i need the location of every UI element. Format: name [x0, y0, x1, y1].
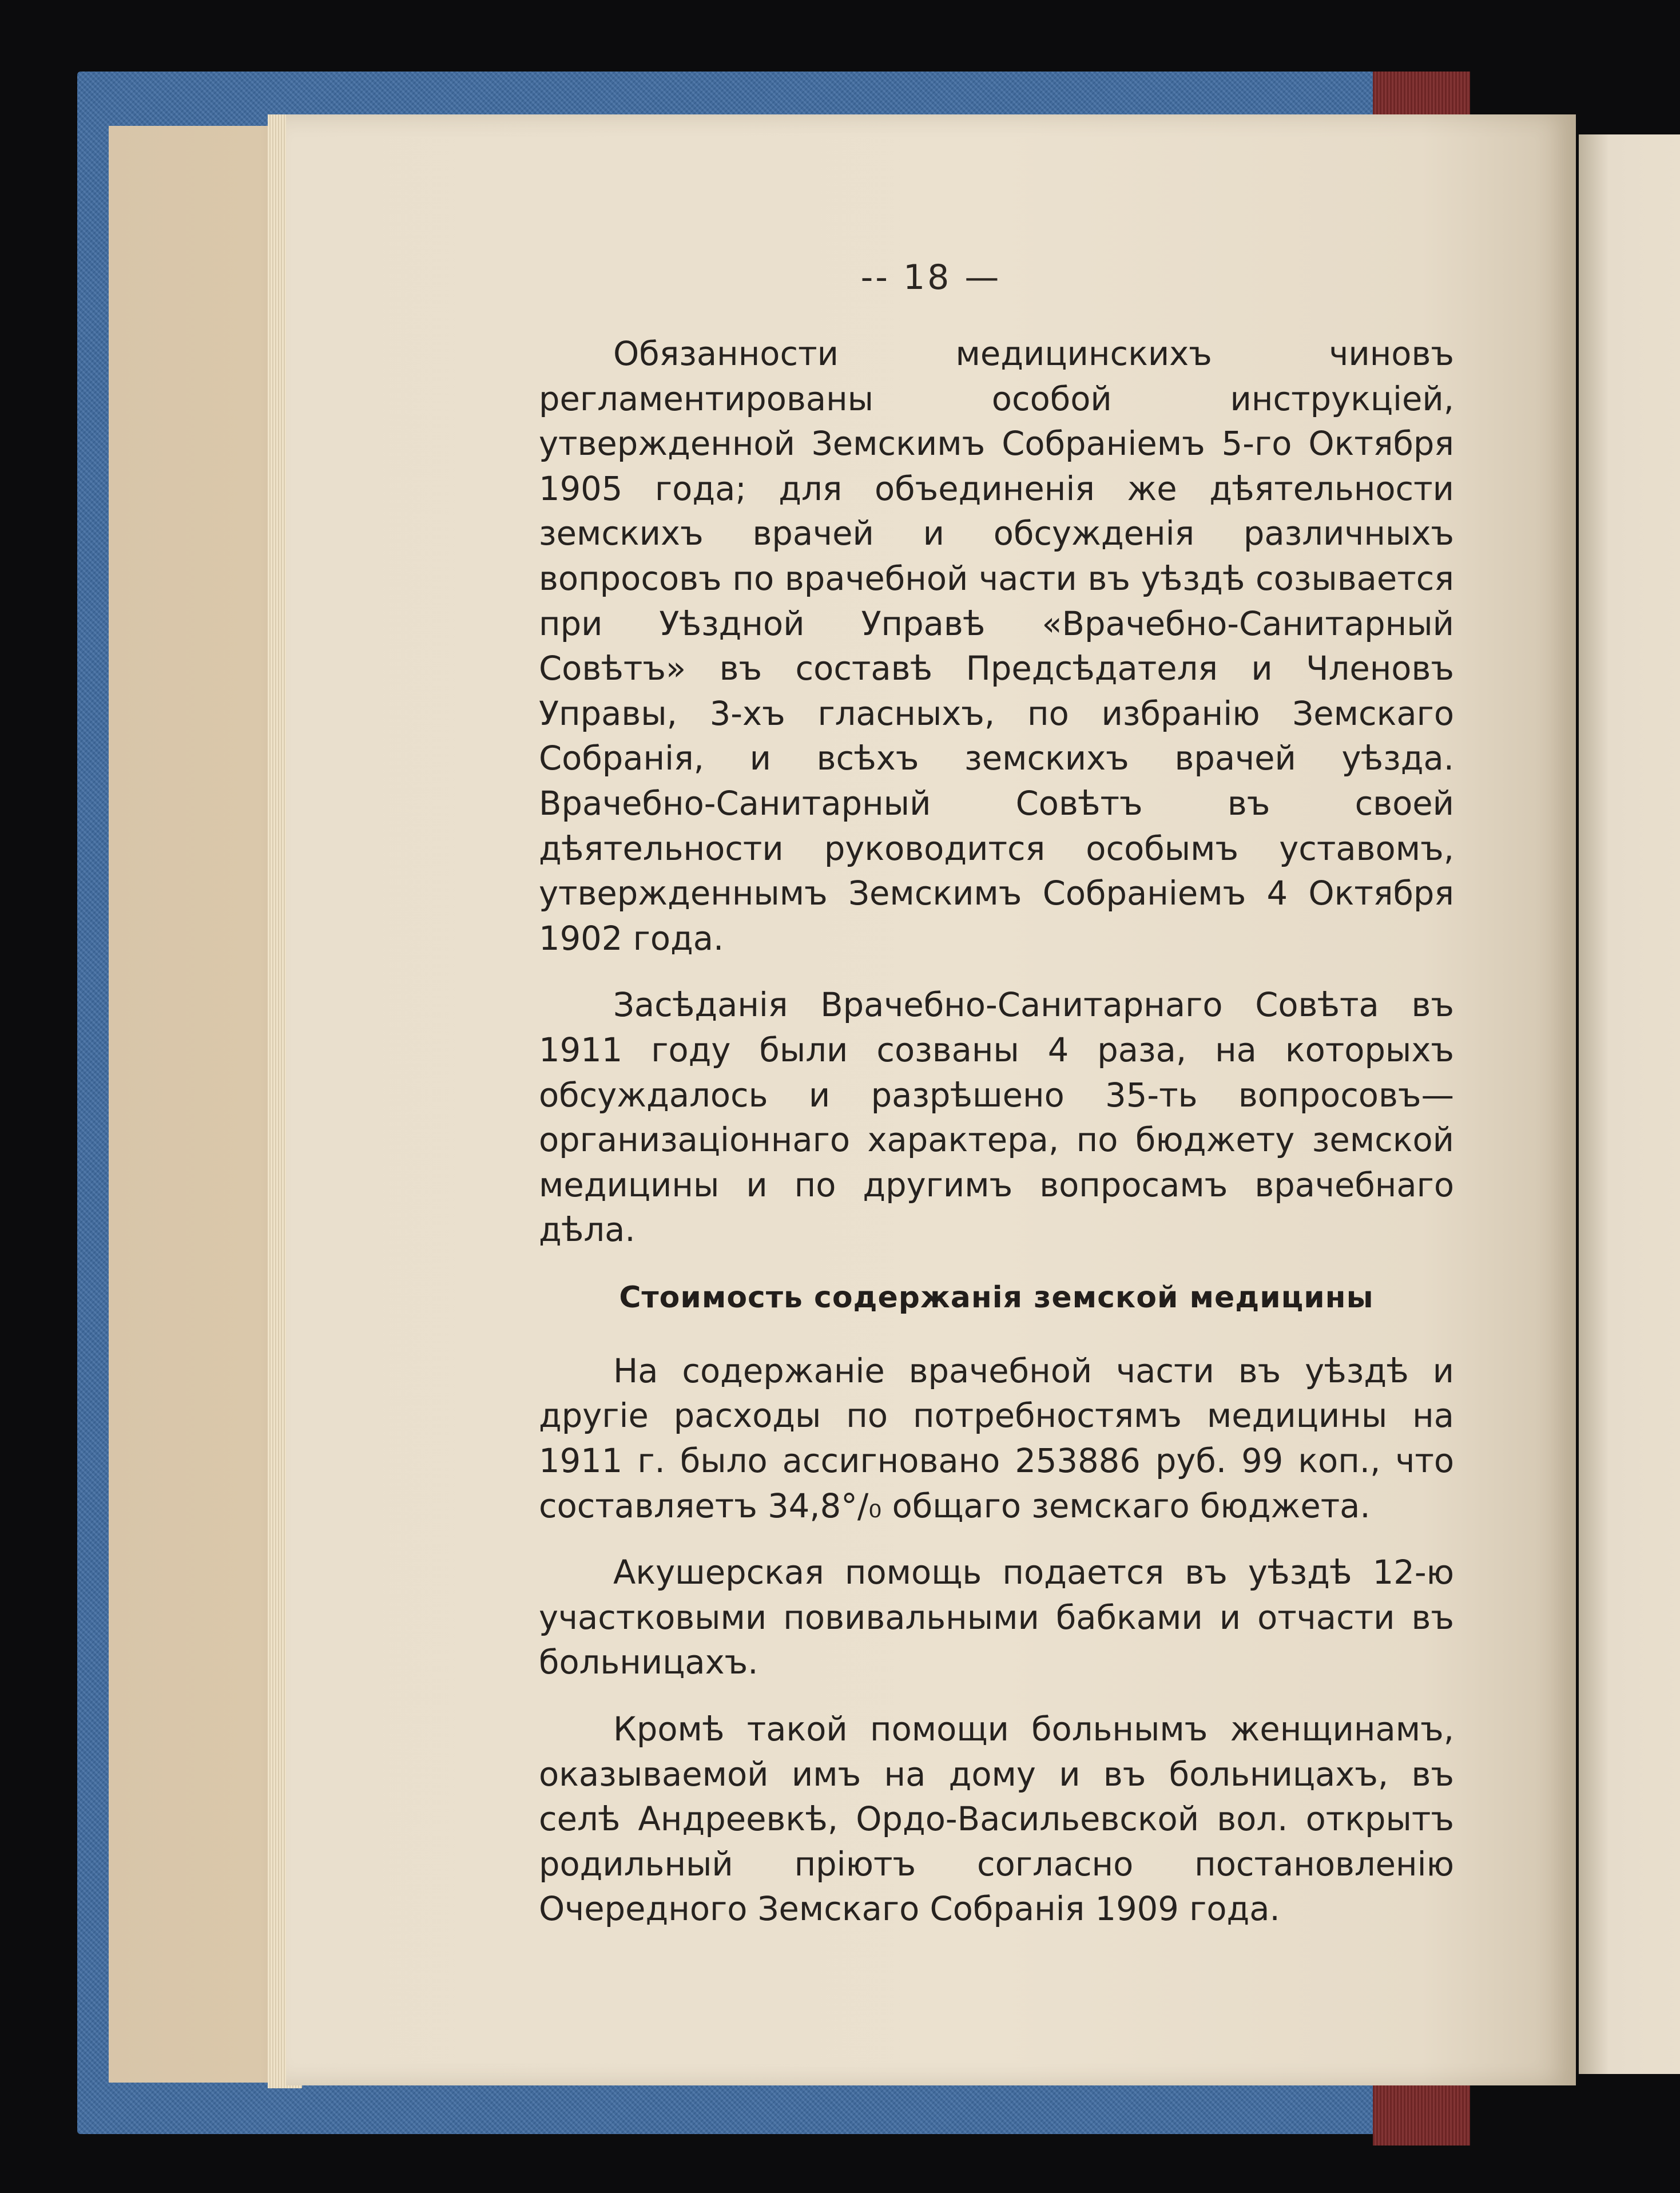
book-page: [286, 114, 1576, 2085]
section-heading: Стоимость содержанія земской медицины: [619, 1280, 1374, 1315]
facing-page: [1579, 134, 1680, 2074]
book-spine-bottom: [1373, 2077, 1470, 2146]
paragraph: Засѣданія Врачебно-Санитарнаго Совѣта въ 1911 году были созваны 4 раза, на которыхъ обсуждалось и разрѣшено 35-ть вопросовъ—организаціоннаго характера, по бюджету земской медицины и по другимъ вопросамъ врачебнаго дѣла.: [539, 986, 1454, 1250]
paragraph: Кромѣ такой помощи больнымъ женщинамъ, оказываемой имъ на дому и въ больницахъ, въ селѣ Андреевкѣ, Ордо-Васильевской вол. открытъ родильный пріютъ согласно постановленію Очередного Земскаго Собранія 1909 года.: [539, 1710, 1454, 1929]
page-number: -- 18 —: [860, 257, 1002, 298]
page-text: [539, 332, 1454, 1954]
paragraph: На содержаніе врачебной части въ уѣздѣ и другіе расходы по потребностямъ медицины на 1911 г. было ассигновано 253886 руб. 99 коп., что составляетъ 34,8°/₀ общаго земскаго бюджета.: [539, 1351, 1454, 1525]
paragraph: Обязанности медицинскихъ чиновъ регламентированы особой инструкціей, утвержденной Земскимъ Собраніемъ 5-го Октября 1905 года; для объединенія же дѣятельности земскихъ врачей и обсужденія различныхъ вопросовъ по врачебной части въ уѣздѣ созывается при Уѣздной Управѣ «Врачебно-Санитарный Совѣтъ» въ составѣ Предсѣдателя и Членовъ Управы, 3-хъ гласныхъ, по избранію Земскаго Собранія, и всѣхъ земскихъ врачей уѣзда. Врачебно-Санитарный Совѣтъ въ своей дѣятельности руководится особымъ уставомъ, утвержденнымъ Земскимъ Собраніемъ 4 Октября 1902 года.: [539, 335, 1454, 958]
paragraph: Акушерская помощь подается въ уѣздѣ 12-ю участковыми повивальными бабками и отчасти въ больницахъ.: [539, 1553, 1454, 1682]
